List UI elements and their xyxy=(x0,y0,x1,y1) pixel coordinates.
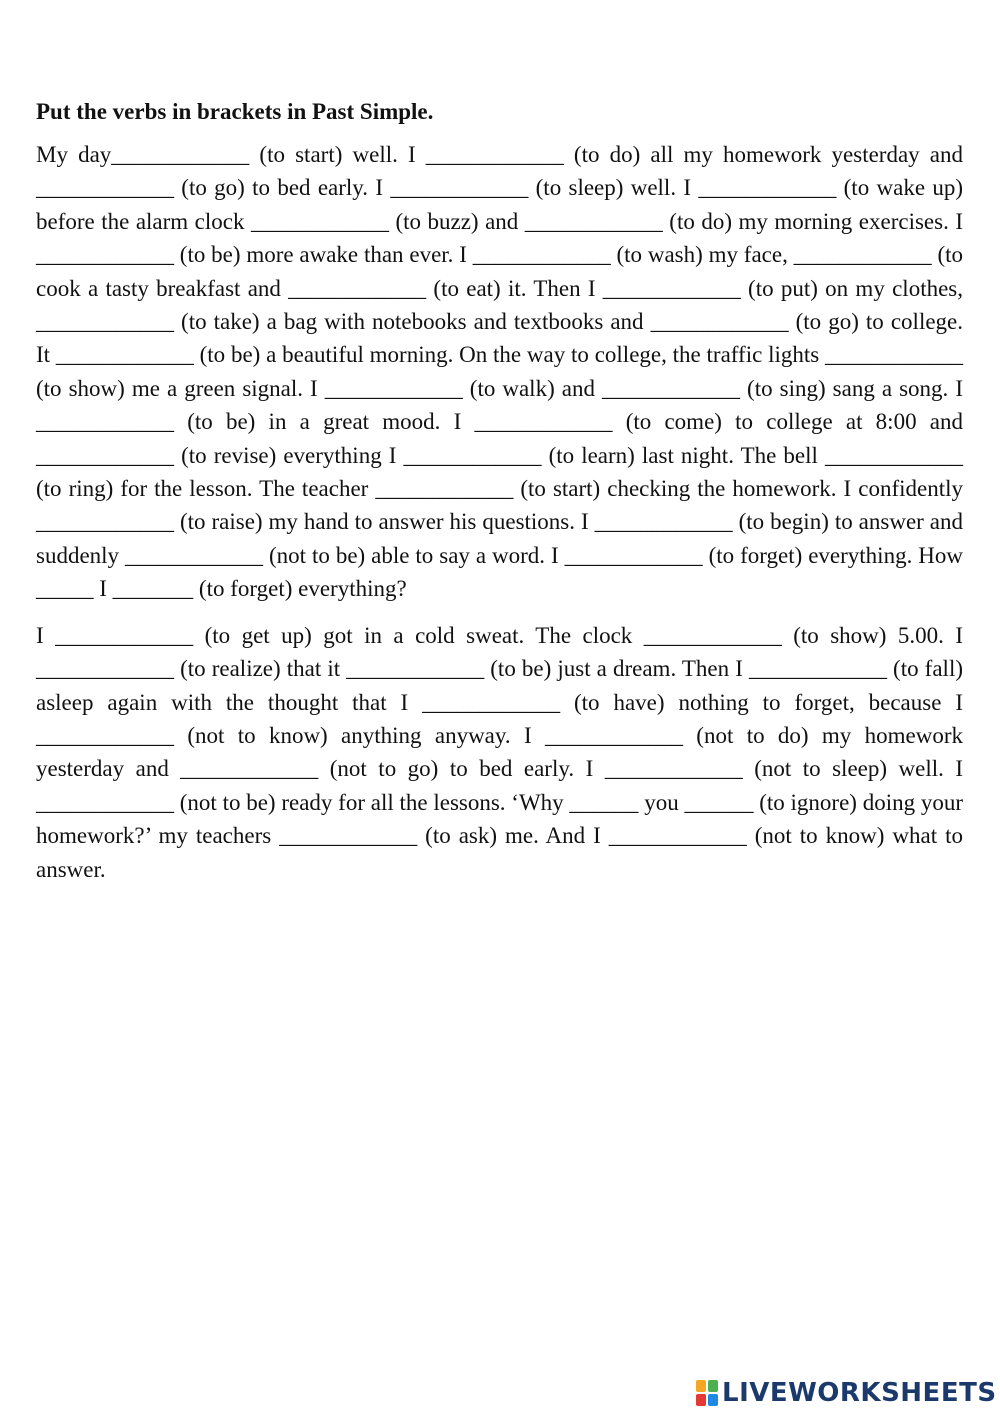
logo-square-4 xyxy=(708,1394,718,1406)
worksheet-title: Put the verbs in brackets in Past Simple. xyxy=(36,99,434,124)
worksheet-page xyxy=(36,96,963,886)
logo-mark-icon xyxy=(696,1380,718,1406)
logo-square-3 xyxy=(696,1394,706,1406)
exercise-paragraph-1: My day____________ (to start) well. I ____________ (to do) all my homework yesterday and ____________ (to go) to bed early. I ____________ (to sleep) well. I ____________ (to wake up) before the alarm clock ____________ (to buzz) and ____________ (to do) my morning exercises. I ____________ (to be) more awake than ever. I ____________ (to wash) my face, ____________ (to cook a tasty breakfast and ____________ (to eat) it. Then I ____________ (to put) on my clothes, ____________ (to take) a bag with notebooks and textbooks and ____________ (to go) to college. It ____________ (to be) a beautiful morning. On the way to college, the traffic lights ____________ (to show) me a green signal. I ____________ (to walk) and ____________ (to sing) sang a song. I ____________ (to be) in a great mood. I ____________ (to come) to college at 8:00 and ____________ (to revise) everything I ____________ (to learn) last night. The bell ____________ (to ring) for the lesson. The teacher ____________ (to start) checking the homework. I confidently ____________ (to raise) my hand to answer his questions. I ____________ (to begin) to answer and suddenly ____________ (not to be) able to say a word. I ____________ (to forget) everything. How _____ I _______ (to forget) everything? xyxy=(36,142,963,602)
logo-square-1 xyxy=(696,1380,706,1392)
logo-square-2 xyxy=(708,1380,718,1392)
logo-text: LIVEWORKSHEETS xyxy=(722,1378,997,1408)
liveworksheets-logo xyxy=(696,1376,997,1410)
exercise-paragraph-2: I ____________ (to get up) got in a cold sweat. The clock ____________ (to show) 5.00. I ____________ (to realize) that it ____________ (to be) just a dream. Then I ____________ (to fall) asleep again with the thought that I ____________ (to have) nothing to forget, because I ____________ (not to know) anything anyway. I ____________ (not to do) my homework yesterday and ____________ (not to go) to bed early. I ____________ (not to sleep) well. I ____________ (not to be) ready for all the lessons. ‘Why ______ you ______ (to ignore) doing your homework?’ my teachers ____________ (to ask) me. And I ____________ (not to know) what to answer. xyxy=(36,622,963,882)
